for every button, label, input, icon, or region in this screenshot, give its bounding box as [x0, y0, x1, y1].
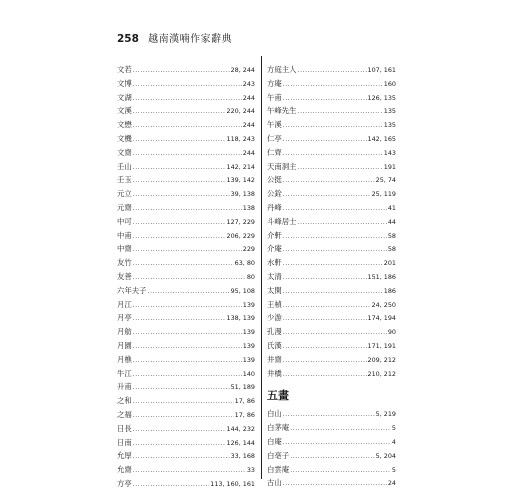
index-entry: [267, 91, 396, 105]
dot-leader: [133, 463, 246, 477]
dot-leader: [133, 449, 230, 463]
entry-term: 壬山: [117, 161, 132, 171]
entry-term: 月園: [117, 340, 132, 350]
dot-leader: [283, 339, 367, 353]
entry-page-numbers: 44: [387, 217, 396, 226]
dot-leader: [283, 367, 367, 381]
entry-term: 中齋: [117, 244, 132, 254]
dot-leader: [283, 201, 387, 215]
entry-term: 白雲庵: [267, 464, 290, 474]
index-entry: [117, 436, 255, 450]
entry-term: 介軒: [267, 230, 282, 240]
index-group-five-strokes: [267, 407, 396, 490]
dot-leader: [283, 91, 367, 105]
entry-term: 水軒: [267, 258, 282, 268]
entry-page-numbers: 118, 243: [226, 134, 255, 143]
entry-page-numbers: 139, 142: [226, 176, 255, 185]
entry-term: 白亳子: [267, 450, 290, 460]
dot-leader: [133, 298, 242, 312]
index-entry: [117, 339, 255, 353]
index-entry: [117, 284, 255, 298]
index-entry: [117, 408, 255, 422]
index-entry: [117, 91, 255, 105]
index-entry: [267, 104, 396, 118]
index-entry: [117, 367, 255, 381]
index-entry: [117, 380, 255, 394]
entry-page-numbers: 142, 214: [226, 162, 255, 171]
entry-page-numbers: 210, 212: [367, 369, 396, 378]
index-entry: [267, 367, 396, 381]
dot-leader: [133, 63, 230, 77]
dot-leader: [133, 77, 242, 91]
entry-page-numbers: 171, 191: [367, 341, 396, 350]
entry-page-numbers: 28, 244: [230, 66, 255, 74]
index-entry: [267, 201, 396, 215]
index-entry: [117, 187, 255, 201]
index-column-right: [267, 63, 396, 490]
entry-term: 文溪: [117, 106, 132, 116]
entry-page-numbers: 243: [242, 79, 255, 88]
entry-page-numbers: 126, 144: [226, 438, 255, 447]
dot-leader: [298, 215, 387, 229]
running-title: 越南漢喃作家辭典: [148, 34, 233, 45]
entry-page-numbers: 138: [242, 203, 255, 212]
entry-page-numbers: 142, 165: [367, 134, 396, 143]
entry-page-numbers: 25, 74: [375, 176, 396, 185]
dot-leader: [283, 256, 383, 270]
entry-page-numbers: 107, 161: [367, 66, 396, 74]
dot-leader: [283, 311, 367, 325]
entry-page-numbers: 220, 244: [226, 107, 255, 116]
entry-term: 文若: [117, 65, 132, 74]
index-entry: [117, 449, 255, 463]
entry-page-numbers: 5: [391, 424, 396, 433]
dot-leader: [133, 187, 230, 201]
index-entry: [117, 325, 255, 339]
dot-leader: [133, 311, 226, 325]
entry-page-numbers: 191: [383, 162, 396, 171]
dot-leader: [133, 91, 242, 105]
entry-term: 中可: [117, 216, 132, 226]
index-entry: [117, 215, 255, 229]
entry-page-numbers: 17, 86: [234, 397, 255, 406]
index-entry: [117, 63, 255, 77]
dot-leader: [283, 187, 371, 201]
entry-term: 壬玉: [117, 175, 132, 185]
entry-term: 之和: [117, 396, 132, 406]
dot-leader: [283, 146, 383, 160]
dot-leader: [133, 201, 242, 215]
page-number: 258: [117, 33, 139, 45]
entry-term: 仁亭: [267, 133, 282, 143]
entry-term: 允厚: [117, 451, 132, 461]
dot-leader: [298, 104, 383, 118]
entry-term: 白庵: [267, 436, 282, 446]
dot-leader: [283, 435, 391, 449]
index-entry: [117, 229, 255, 243]
index-entry: [267, 270, 396, 284]
entry-page-numbers: 160: [383, 79, 396, 88]
index-entry: [267, 77, 396, 91]
entry-page-numbers: 58: [387, 231, 396, 240]
entry-page-numbers: 135: [383, 121, 396, 130]
entry-page-numbers: 140: [242, 369, 255, 378]
index-entry: [267, 449, 396, 463]
dot-leader: [283, 325, 387, 339]
entry-term: 氏漢: [267, 340, 282, 350]
dot-leader: [283, 118, 383, 132]
dot-leader: [298, 63, 367, 77]
entry-page-numbers: 17, 86: [234, 410, 255, 419]
entry-page-numbers: 39, 138: [230, 190, 255, 199]
entry-page-numbers: 126, 135: [367, 93, 396, 102]
entry-term: 公挺: [267, 175, 282, 185]
entry-term: 友竹: [117, 258, 132, 268]
entry-term: 牛江: [117, 368, 132, 378]
entry-page-numbers: 139: [242, 300, 255, 309]
entry-term: 之福: [117, 409, 132, 419]
entry-term: 月江: [117, 299, 132, 309]
entry-page-numbers: 33, 168: [230, 452, 255, 461]
index-entry: [267, 146, 396, 160]
entry-page-numbers: 139: [242, 341, 255, 350]
dot-leader: [283, 77, 383, 91]
index-entry: [267, 311, 396, 325]
entry-term: 日南: [117, 437, 132, 447]
dot-leader: [133, 146, 242, 160]
entry-term: 王楨: [267, 299, 282, 309]
entry-term: 孔漫: [267, 327, 282, 337]
entry-page-numbers: 25, 119: [371, 190, 396, 199]
index-entry: [117, 118, 255, 132]
entry-term: 太閑: [267, 285, 282, 295]
index-entry: [267, 160, 396, 174]
dot-leader: [298, 160, 383, 174]
dot-leader: [290, 463, 391, 477]
entry-page-numbers: 186: [383, 286, 396, 295]
entry-page-numbers: 4: [391, 437, 396, 446]
entry-page-numbers: 24: [387, 479, 396, 488]
entry-term: 太清: [267, 271, 282, 281]
dot-leader: [148, 284, 230, 298]
entry-page-numbers: 113, 160, 161: [210, 479, 255, 488]
entry-term: 友善: [117, 271, 132, 281]
index-entry: [117, 132, 255, 146]
entry-term: 公銓: [267, 189, 282, 199]
index-entry: [117, 394, 255, 408]
index-entry: [117, 298, 255, 312]
entry-term: 方庵: [267, 78, 282, 88]
index-column-left: [117, 63, 255, 491]
entry-page-numbers: 244: [242, 121, 255, 130]
entry-page-numbers: 174, 194: [367, 314, 396, 323]
entry-page-numbers: 139: [242, 355, 255, 364]
entry-term: 午甫: [267, 92, 282, 102]
entry-term: 日長: [117, 423, 132, 433]
entry-term: 方亭: [117, 478, 132, 488]
entry-term: 文懋: [117, 120, 132, 130]
dot-leader: [133, 215, 226, 229]
index-entry: [267, 284, 396, 298]
index-entry: [267, 325, 396, 339]
dot-leader: [133, 353, 242, 367]
dot-leader: [290, 449, 374, 463]
entry-page-numbers: 90: [387, 328, 396, 337]
index-entry: [267, 353, 396, 367]
entry-page-numbers: 139: [242, 328, 255, 337]
entry-term: 介庵: [267, 244, 282, 254]
dot-leader: [283, 353, 367, 367]
index-entry: [267, 118, 396, 132]
entry-term: 文博: [117, 78, 132, 88]
index-entry: [117, 270, 255, 284]
entry-term: 斗峰居士: [267, 216, 297, 226]
entry-page-numbers: 33: [246, 466, 255, 475]
index-entry: [267, 463, 396, 477]
dot-leader: [290, 421, 391, 435]
dot-leader: [133, 408, 234, 422]
entry-page-numbers: 244: [242, 148, 255, 157]
index-entry: [117, 256, 255, 270]
entry-term: 允齋: [117, 465, 132, 475]
entry-page-numbers: 5, 204: [375, 451, 396, 460]
page-header: [117, 33, 232, 46]
entry-page-numbers: 135: [383, 107, 396, 116]
entry-term: 升甫: [117, 382, 132, 392]
index-group-four-strokes: [267, 63, 396, 380]
entry-term: 天南洞主: [267, 161, 297, 171]
entry-page-numbers: 95, 108: [230, 286, 255, 295]
dot-leader: [283, 173, 375, 187]
dot-leader: [133, 325, 242, 339]
entry-page-numbers: 244: [242, 93, 255, 102]
entry-term: 白茅庵: [267, 423, 290, 433]
index-entry: [267, 339, 396, 353]
entry-term: 文機: [117, 133, 132, 143]
entry-page-numbers: 24, 250: [371, 300, 396, 309]
entry-page-numbers: 206, 229: [226, 231, 255, 240]
dot-leader: [283, 229, 387, 243]
dot-leader: [133, 229, 226, 243]
entry-page-numbers: 144, 232: [226, 424, 255, 433]
dot-leader: [133, 436, 226, 450]
dot-leader: [133, 242, 242, 256]
entry-term: 井橋: [267, 368, 282, 378]
index-entry: [117, 242, 255, 256]
dot-leader: [133, 132, 226, 146]
section-heading: 五畫: [267, 389, 289, 403]
entry-term: 月亭: [117, 313, 132, 323]
entry-page-numbers: 63, 80: [234, 259, 255, 268]
entry-term: 月樵: [117, 354, 132, 364]
index-entry: [117, 77, 255, 91]
dot-leader: [133, 367, 242, 381]
index-entry: [267, 476, 396, 490]
index-entry: [267, 229, 396, 243]
index-entry: [267, 421, 396, 435]
index-entry: [117, 146, 255, 160]
index-entry: [117, 353, 255, 367]
entry-term: 井齋: [267, 354, 282, 364]
column-divider: [261, 56, 262, 479]
dot-leader: [133, 477, 209, 491]
dot-leader: [283, 270, 367, 284]
index-entry: [267, 63, 396, 77]
entry-page-numbers: 127, 229: [226, 217, 255, 226]
entry-term: 少游: [267, 313, 282, 323]
entry-term: 丹峰: [267, 202, 282, 212]
entry-term: 白山: [267, 409, 282, 419]
entry-page-numbers: 229: [242, 245, 255, 254]
dot-leader: [283, 132, 367, 146]
entry-term: 月舫: [117, 327, 132, 337]
index-entry: [117, 477, 255, 491]
index-entry: [117, 311, 255, 325]
dot-leader: [283, 407, 375, 421]
entry-page-numbers: 58: [387, 245, 396, 254]
entry-term: 文齋: [117, 147, 132, 157]
index-entry: [267, 173, 396, 187]
dot-leader: [133, 380, 230, 394]
entry-page-numbers: 201: [383, 259, 396, 268]
index-entry: [267, 435, 396, 449]
dot-leader: [133, 339, 242, 353]
entry-page-numbers: 5: [391, 465, 396, 474]
entry-term: 午溪: [267, 120, 282, 130]
dot-leader: [283, 476, 387, 490]
index-entry: [267, 407, 396, 421]
dot-leader: [133, 104, 226, 118]
entry-page-numbers: 80: [246, 272, 255, 281]
dot-leader: [133, 256, 234, 270]
dot-leader: [133, 118, 242, 132]
entry-page-numbers: 41: [387, 203, 396, 212]
dot-leader: [283, 242, 387, 256]
dot-leader: [133, 394, 234, 408]
index-entry: [117, 104, 255, 118]
dot-leader: [133, 160, 226, 174]
index-entry: [117, 173, 255, 187]
index-entry: [117, 201, 255, 215]
index-entry: [117, 422, 255, 436]
entry-term: 中甫: [117, 230, 132, 240]
entry-page-numbers: 138, 139: [226, 314, 255, 323]
index-entry: [117, 463, 255, 477]
entry-term: 六年夫子: [117, 285, 147, 295]
index-entry: [267, 215, 396, 229]
entry-page-numbers: 51, 189: [230, 383, 255, 392]
entry-term: 文湖: [117, 92, 132, 102]
dot-leader: [133, 173, 226, 187]
entry-term: 元齋: [117, 202, 132, 212]
entry-page-numbers: 5, 219: [375, 410, 396, 419]
entry-term: 元立: [117, 189, 132, 199]
entry-page-numbers: 143: [383, 148, 396, 157]
entry-term: 古山: [267, 478, 282, 488]
dot-leader: [283, 284, 383, 298]
entry-term: 方庭主人: [267, 65, 297, 74]
index-entry: [267, 242, 396, 256]
index-entry: [267, 187, 396, 201]
index-entry: [117, 160, 255, 174]
entry-term: 仁齊: [267, 147, 282, 157]
index-entry: [267, 132, 396, 146]
index-entry: [267, 298, 396, 312]
index-entry: [267, 256, 396, 270]
entry-page-numbers: 209, 212: [367, 355, 396, 364]
dot-leader: [283, 298, 371, 312]
dot-leader: [133, 270, 246, 284]
dot-leader: [133, 422, 226, 436]
entry-term: 午峰先生: [267, 106, 297, 116]
entry-page-numbers: 151, 186: [367, 272, 396, 281]
